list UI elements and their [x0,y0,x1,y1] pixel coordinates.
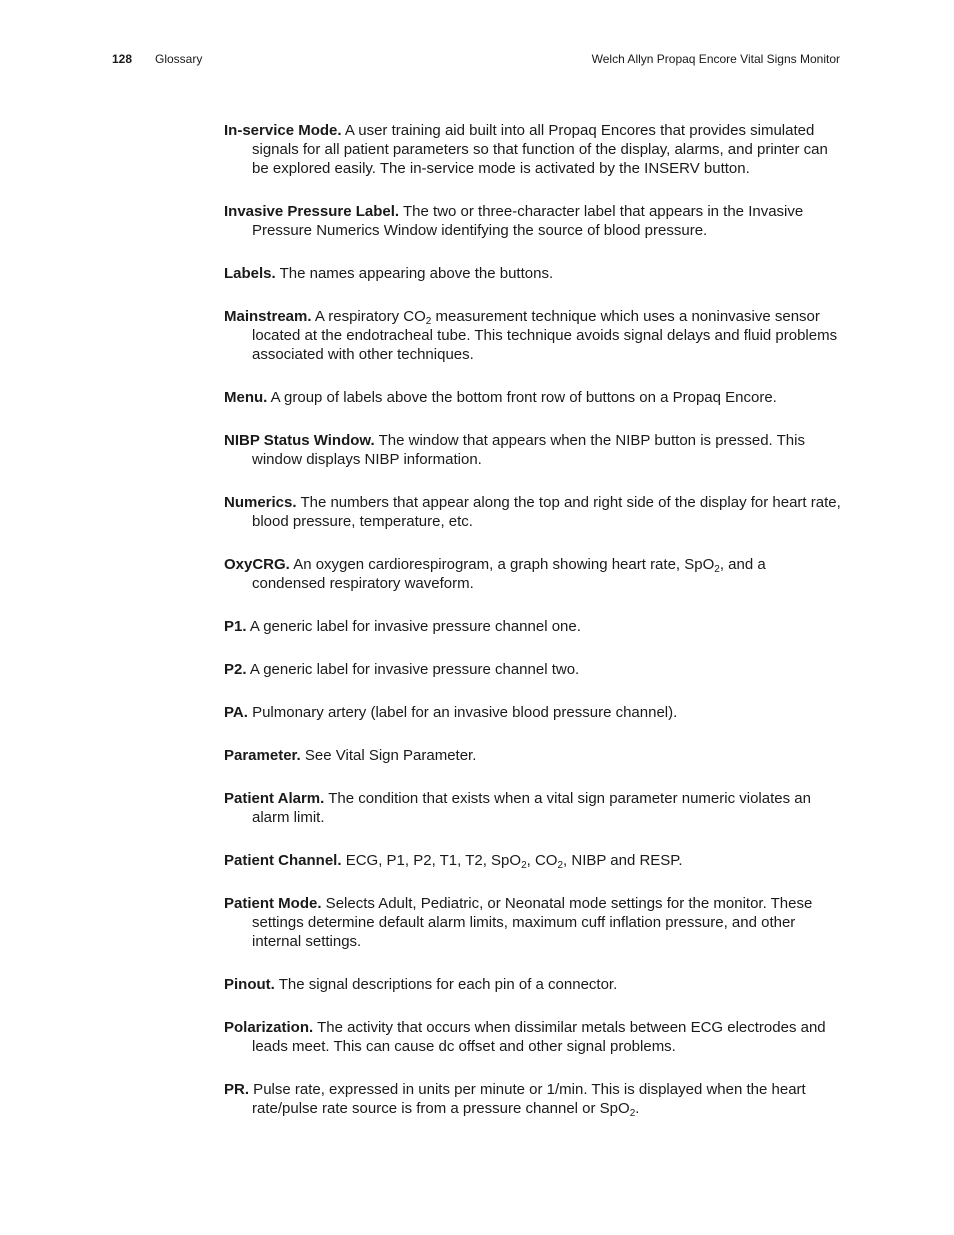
glossary-definition: A generic label for invasive pressure channel one. [246,618,581,635]
glossary-definition-part: ECG, P1, P2, T1, T2, SpO [341,852,522,869]
glossary-definition-part: measurement technique which uses a noninvasive sensor located at the endotracheal tube. This technique avoids signal delays and fluid problems associated with other techniques. [252,308,838,363]
glossary-definition: The window that appears when the NIBP button is pressed. This window displays NIBP information. [252,432,805,468]
glossary-entry-pinout [224,975,842,994]
glossary-term: P1. [224,618,247,635]
subscript: 2 [557,860,564,871]
glossary-term: Mainstream. [224,308,312,325]
glossary-entry-p1 [224,617,842,636]
subscript: 2 [714,564,720,575]
glossary-definition: A group of labels above the bottom front row of buttons on a Propaq Encore. [267,389,777,406]
page-number: 128 [112,52,133,66]
glossary-entry-menu [224,388,842,407]
glossary-term: NIBP Status Window. [224,432,375,449]
glossary-term: Numerics. [224,494,297,511]
subscript: 2 [521,860,527,871]
glossary-definition-part: , NIBP and RESP. [563,852,683,869]
glossary-definition: The condition that exists when a vital sign parameter numeric violates an alarm limit. [252,790,811,826]
glossary-definition-part: Pulse rate, expressed in units per minute or 1/min. This is displayed when the heart rate/pulse rate source is from a pressure channel or SpO [249,1081,806,1117]
glossary-term: Patient Channel. [224,852,342,869]
glossary-definition: Selects Adult, Pediatric, or Neonatal mode settings for the monitor. These settings determine default alarm limits, maximum cuff inflation pressure, and other internal settings. [252,895,813,950]
glossary-entry-labels [224,264,842,283]
glossary-term: Patient Alarm. [224,790,325,807]
glossary-entry-patient-mode [224,894,842,951]
glossary-definition: The two or three-character label that appears in the Invasive Pressure Numerics Window identifying the source of blood pressure. [252,203,804,239]
glossary-definition-part: , CO [526,852,558,869]
glossary-term: P2. [224,661,247,678]
glossary-definition: The names appearing above the buttons. [275,265,554,282]
glossary-term: Polarization. [224,1019,314,1036]
glossary-entry-pr [224,1080,842,1118]
glossary-entry-parameter [224,746,842,765]
glossary-entry-p2 [224,660,842,679]
glossary-term: OxyCRG. [224,556,290,573]
glossary-entry-numerics [224,493,842,531]
document-title: Welch Allyn Propaq Encore Vital Signs Monitor [591,52,840,66]
glossary-definition: A user training aid built into all Propaq Encores that provides simulated signals for all patient parameters so that function of the display, alarms, and printer can be explored easily. The in-service mode is activated by the INSERV button. [252,122,828,177]
glossary-entry-oxycrg [224,555,842,593]
section-name: Glossary [155,52,203,66]
subscript: 2 [425,316,432,327]
glossary-definition-part: , and a condensed respiratory waveform. [252,556,766,592]
glossary-term: Labels. [224,265,276,282]
glossary-term: PR. [224,1081,250,1098]
subscript: 2 [629,1108,636,1119]
glossary-term: Invasive Pressure Label. [224,203,400,220]
glossary-definition: The numbers that appear along the top and right side of the display for heart rate, blood pressure, temperature, etc. [252,494,841,530]
glossary-term: Parameter. [224,747,301,764]
glossary-entry-mainstream [224,307,842,364]
glossary-definition-part: An oxygen cardiorespirogram, a graph showing heart rate, SpO [289,556,715,573]
glossary-entry-in-service-mode [224,121,842,178]
glossary-definition: The signal descriptions for each pin of a connector. [274,976,618,993]
page-header [0,52,954,70]
glossary-definition-part: A respiratory CO [311,308,426,325]
glossary-definition: A generic label for invasive pressure channel two. [246,661,580,678]
glossary-definition: Pulmonary artery (label for an invasive blood pressure channel). [247,704,678,721]
glossary-term: Patient Mode. [224,895,322,912]
glossary-entry-pa [224,703,842,722]
glossary-definition: The activity that occurs when dissimilar metals between ECG electrodes and leads meet. This can cause dc offset and other signal problems. [252,1019,826,1055]
glossary-definition: See Vital Sign Parameter. [300,747,477,764]
glossary-entry-patient-channel [224,851,842,870]
glossary-term: Menu. [224,389,268,406]
glossary-entry-invasive-pressure-label [224,202,842,240]
glossary-entry-patient-alarm [224,789,842,827]
glossary-term: In-service Mode. [224,122,342,139]
glossary-list [224,121,842,1142]
glossary-term: PA. [224,704,248,721]
glossary-definition-part: . [635,1100,640,1117]
glossary-entry-polarization [224,1018,842,1056]
glossary-term: Pinout. [224,976,275,993]
glossary-entry-nibp-status-window [224,431,842,469]
